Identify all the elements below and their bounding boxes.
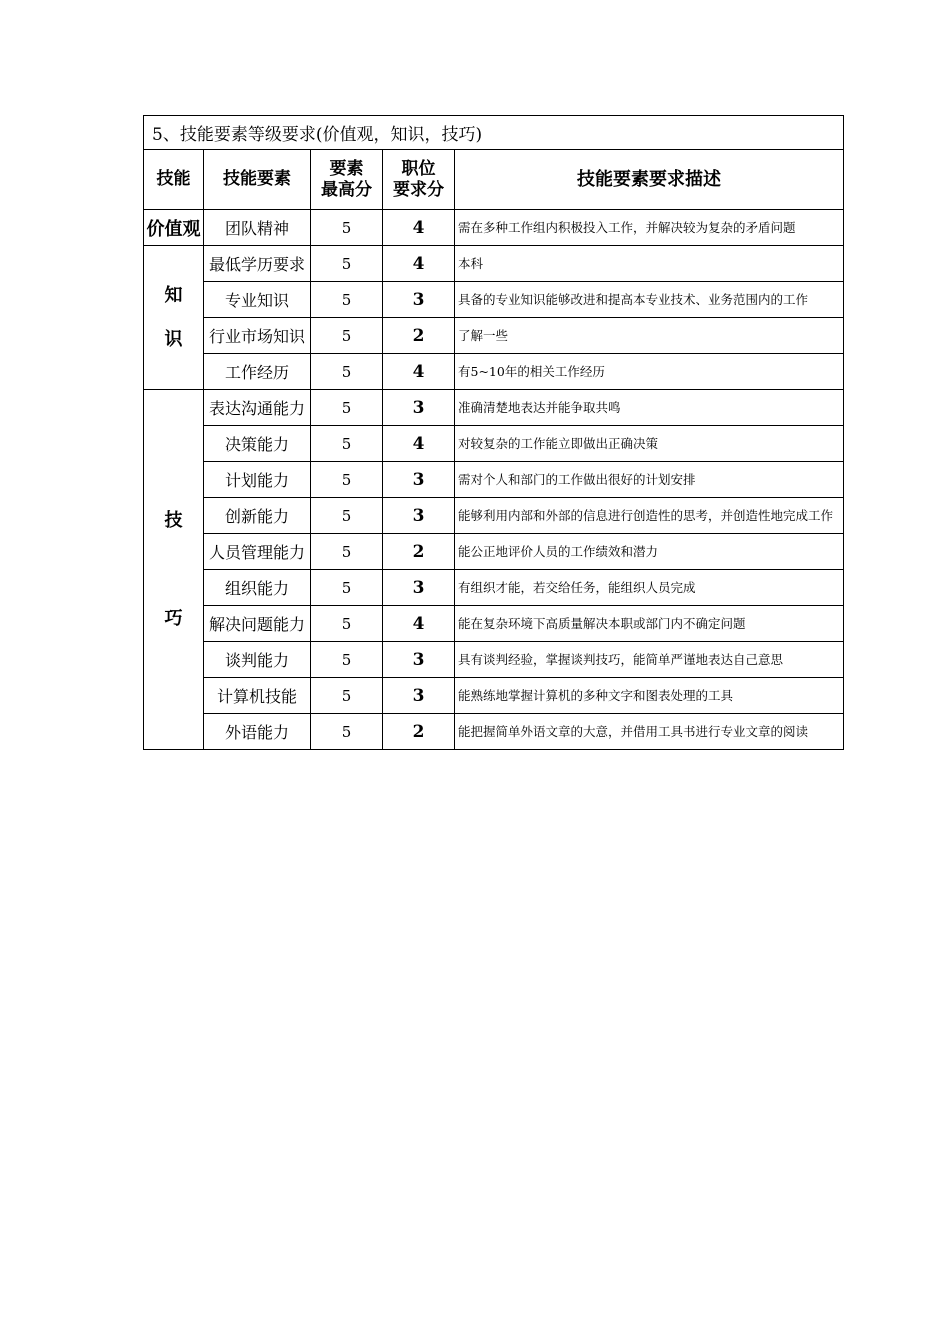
table-row [144,462,844,498]
description-cell: 能把握简单外语文章的大意，并借用工具书进行专业文章的阅读 [455,714,844,750]
required-score-cell: 2 [383,534,455,570]
description-cell: 需对个人和部门的工作做出很好的计划安排 [455,462,844,498]
table-row [144,246,844,282]
header-max-score [311,150,383,210]
table-row [144,678,844,714]
table-row [144,282,844,318]
description-cell: 本科 [455,246,844,282]
required-score-cell: 3 [383,678,455,714]
category-values: 价值观 [144,210,204,246]
element-cell: 组织能力 [204,570,311,606]
header-required-score-line2: 要求分 [393,179,444,200]
max-score-cell: 5 [311,282,383,318]
description-cell: 能在复杂环境下高质量解决本职或部门内不确定问题 [455,606,844,642]
required-score-cell: 3 [383,390,455,426]
description-cell: 能够利用内部和外部的信息进行创造性的思考，并创造性地完成工作 [455,498,844,534]
element-cell: 创新能力 [204,498,311,534]
max-score-cell: 5 [311,606,383,642]
element-cell: 决策能力 [204,426,311,462]
table-row [144,318,844,354]
element-cell: 人员管理能力 [204,534,311,570]
max-score-cell: 5 [311,714,383,750]
header-description: 技能要素要求描述 [455,150,844,210]
required-score-cell: 4 [383,354,455,390]
max-score-cell: 5 [311,678,383,714]
section-title-row [144,116,844,150]
description-cell: 具备的专业知识能够改进和提高本专业技术、业务范围内的工作 [455,282,844,318]
section-title: 5、技能要素等级要求(价值观，知识，技巧) [144,116,844,150]
category-knowledge-char1: 知 [164,284,183,306]
table-row [144,354,844,390]
table-row [144,498,844,534]
table-row [144,426,844,462]
table-row [144,390,844,426]
required-score-cell: 4 [383,246,455,282]
element-cell: 计算机技能 [204,678,311,714]
required-score-cell: 3 [383,570,455,606]
required-score-cell: 3 [383,282,455,318]
table-row [144,606,844,642]
element-cell: 计划能力 [204,462,311,498]
description-cell: 有5~10年的相关工作经历 [455,354,844,390]
element-cell: 谈判能力 [204,642,311,678]
table-row [144,642,844,678]
max-score-cell: 5 [311,642,383,678]
max-score-cell: 5 [311,210,383,246]
description-cell: 需在多种工作组内积极投入工作，并解决较为复杂的矛盾问题 [455,210,844,246]
category-knowledge-char2: 识 [164,328,183,350]
header-element: 技能要素 [204,150,311,210]
element-cell: 表达沟通能力 [204,390,311,426]
max-score-cell: 5 [311,498,383,534]
element-cell: 专业知识 [204,282,311,318]
table-row [144,714,844,750]
description-cell: 了解一些 [455,318,844,354]
header-max-score-line2: 最高分 [321,179,372,200]
description-cell: 对较复杂的工作能立即做出正确决策 [455,426,844,462]
element-cell: 行业市场知识 [204,318,311,354]
table-row [144,534,844,570]
table-row [144,570,844,606]
description-cell: 有组织才能，若交给任务，能组织人员完成 [455,570,844,606]
element-cell: 外语能力 [204,714,311,750]
max-score-cell: 5 [311,534,383,570]
header-required-score-line1: 职位 [401,158,436,179]
category-skills [144,390,204,750]
required-score-cell: 2 [383,318,455,354]
max-score-cell: 5 [311,318,383,354]
max-score-cell: 5 [311,246,383,282]
required-score-cell: 2 [383,714,455,750]
element-cell: 团队精神 [204,210,311,246]
header-max-score-line1: 要素 [329,158,364,179]
element-cell: 工作经历 [204,354,311,390]
max-score-cell: 5 [311,462,383,498]
max-score-cell: 5 [311,570,383,606]
required-score-cell: 3 [383,462,455,498]
required-score-cell: 3 [383,642,455,678]
element-cell: 解决问题能力 [204,606,311,642]
required-score-cell: 4 [383,426,455,462]
category-skills-char1: 技 [164,509,183,531]
table-row [144,210,844,246]
category-skills-char2: 巧 [164,607,183,629]
required-score-cell: 3 [383,498,455,534]
header-required-score [383,150,455,210]
description-cell: 能公正地评价人员的工作绩效和潜力 [455,534,844,570]
skill-requirements-table [143,115,844,750]
header-category: 技能 [144,150,204,210]
element-cell: 最低学历要求 [204,246,311,282]
description-cell: 能熟练地掌握计算机的多种文字和图表处理的工具 [455,678,844,714]
header-row [144,150,844,210]
max-score-cell: 5 [311,426,383,462]
required-score-cell: 4 [383,210,455,246]
description-cell: 准确清楚地表达并能争取共鸣 [455,390,844,426]
description-cell: 具有谈判经验，掌握谈判技巧，能简单严谨地表达自己意思 [455,642,844,678]
required-score-cell: 4 [383,606,455,642]
max-score-cell: 5 [311,354,383,390]
max-score-cell: 5 [311,390,383,426]
category-knowledge [144,246,204,390]
